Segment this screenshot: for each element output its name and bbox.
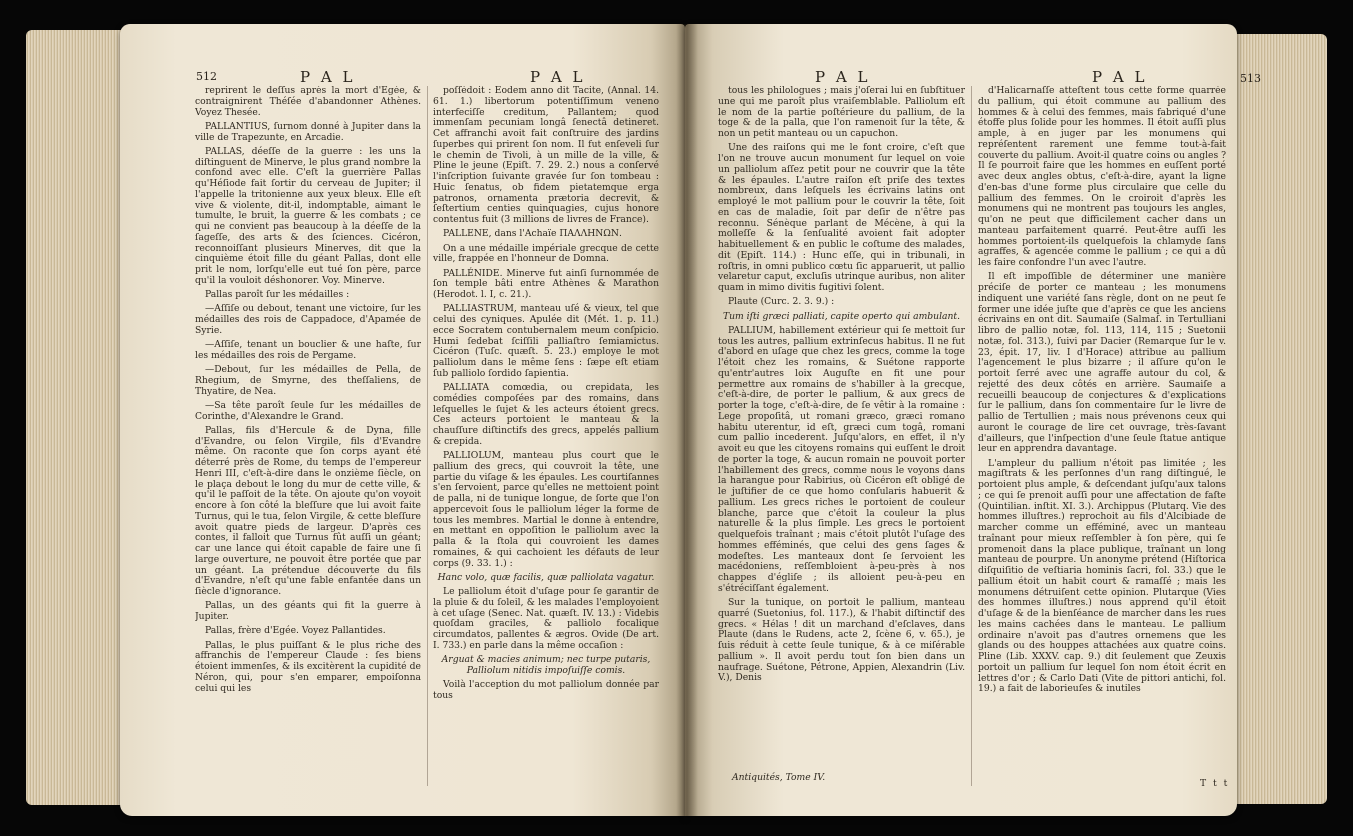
left-running-head-left: P A L [300, 68, 356, 86]
paragraph: Sur la tunique, on portoit le pallium, manteau quarré (Suetonius, fol. 117.), & l'habit diſtinctif des grecs. « Hélas ! dit un marchand d'eſclaves, dans Plaute (dans le Rudens, acte 2, ſcène 6, v. 65.), je ſuis réduit à cette ſeule tunique, & à ce miſérable pallium ». Il avoit perdu tout ſon bien dans un naufrage. Suétone, Pétrone, Appien, Alexandrin (Liv. V.), Denis [718, 597, 965, 684]
left-page-column-1 [195, 86, 421, 786]
paragraph: Pallas, le plus puiſſant & le plus riche des affranchis de l'empereur Claude : ſes biens étoient immenſes, & ils excitèrent la cupidité de Néron, qui, pour s'en emparer, empoiſonna celui qui les [195, 639, 421, 694]
printer-signature: T t t [1200, 778, 1230, 789]
paragraph: Pallas, fils d'Hercule & de Dyna, fille d'Evandre, ou ſelon Virgile, fils d'Evandre même. On raconte que ſon corps ayant été déterré près de Rome, du temps de l'empereur Henri III, c'eſt-à-dire dans le onzième ſiècle, on le plaça debout le long du mur de cette ville, & qu'il le paſſoit de la tête. On ajoute qu'on voyoit encore à ſon côté la bleſſure que lui avoit faite Turnus, qui le tua, ſelon Virgile, & cette bleſſure avoit quatre pieds de largeur. D'après ces contes, il falloit que Turnus fût auſſi un géant; car une lance qui étoit capable de faire une ſi large ouverture, ne pouvoit être portée que par un géant. La prétendue découverte du fils d'Evandre, n'eſt qu'une fable enfantée dans un ſiècle d'ignorance. [195, 424, 421, 597]
paragraph: Tum iſti græci palliati, capite operto qui ambulant. [722, 310, 961, 322]
paragraph: PALLIOLUM, manteau plus court que le pallium des grecs, qui couvroit la tête, une partie du viſage & les épaules. Les courtiſannes s'en ſervoient, parce qu'elles ne mettoient point de palla, ni de tunique longue, de ſorte que l'on appercevoit ſous le palliolum léger la forme de tous les membres. Martial le donne à entendre, en mettant en oppoſition le palliolum avec la palla & la ſtola qui couvroient les dames romaines, & qui cachoient les défauts de leur corps (9. 33. 1.) : [433, 450, 659, 569]
left-running-head-right: P A L [530, 68, 586, 86]
right-page-column-1 [718, 86, 965, 762]
paragraph: Il eſt impoſſible de déterminer une manière préciſe de porter ce manteau ; les monumens indiquent une variété ſans règle, dont on ne peut ſe former une idée juſte que d'après ce que les anciens écrivains en ont dit. Saumaiſe (Salmaſ. in Tertulliani libro de pallio notæ, fol. 113, 114, 115 ; Suetonii notæ, fol. 313.), ſuivi par Dacier (Remarque ſur le v. 23, épit. 17, liv. I d'Horace) attribue au pallium l'agencement le plus bizarre ; il aſſure qu'on le portoit ſerré avec une agraffe autour du col, & rejetté des deux côtés en arrière. Saumaiſe a recueilli beaucoup de conjectures & d'explications ſur le pallium, dans ſon commentaire ſur le livre de pallio de Tertullien ; mais nous prévenons ceux qui auront le courage de lire cet ouvrage, très-ſavant d'ailleurs, que l'inſpection d'une ſeule ſtatue antique leur en apprendra davantage. [978, 271, 1226, 455]
paragraph: d'Halicarnaſſe atteſtent tous cette forme quarrée du pallium, qui étoit commune au pallium des hommes & à celui des femmes, mais fabriqué d'une étoffe plus ſolide pour les hommes. Il étoit auſſi plus ample, à en juger par les monumens qui repréſentent rarement une femme tout-à-fait couverte du pallium. Avoit-il quatre coins ou angles ? Il ſe pourroit faire que les hommes en euſſent porté avec deux angles obtus, c'eſt-à-dire, ayant la ligne d'en-bas d'une forme plus circulaire que celle du pallium des femmes. On le croiroit d'après les monumens qui ne montrent pas toujours les angles, qu'on ne peut que difficilement cacher dans un manteau parfaitement quarré. Peut-être auſſi les hommes portoient-ils quelquefois la chlamyde ſans agraffes, & agencée comme le pallium ; ce qui a dû les faire confondre l'un avec l'autre. [978, 86, 1226, 268]
paragraph: PALLENE, dans l'Achaïe ΠΑΛΛΗΝΩΝ. [443, 228, 622, 240]
paragraph: PALLIASTRUM, manteau uſé & vieux, tel que celui des cyniques. Apulée dit (Mét. 1. p. 11.) ecce Socratem contubernalem meum conſpicio. Humi ſedebat ſciſſili palliaſtro ſemiamictus. Cicéron (Tuſc. quæſt. 5. 23.) employe le mot palliolum dans le même ſens : ſæpe eſt etiam ſub palliolo ſordido ſapientia. [433, 303, 659, 379]
left-page-column-2 [433, 86, 659, 786]
right-running-head-left: P A L [815, 68, 871, 86]
paragraph: tous les philologues ; mais j'oſerai lui en ſubſtituer une qui me paroît plus vraiſemblable. Palliolum eſt le nom de la partie poſtérieure du pallium, de la toge & de la palla, que l'on ramenoit ſur la tête, & non un petit manteau ou un capuchon. [718, 86, 965, 139]
right-page-edges [1227, 34, 1327, 804]
right-page-column-2 [978, 86, 1226, 776]
paragraph: —Aſſiſe ou debout, tenant une victoire, ſur les médailles des rois de Cappadoce, d'Apamée de Syrie. [195, 303, 421, 336]
paragraph: —Debout, ſur les médailles de Pella, de Rhegium, de Smyrne, des theſſaliens, de Thyatire, de Nea. [195, 364, 421, 397]
column-rule [971, 86, 972, 786]
paragraph: PALLIUM, habillement extérieur qui ſe mettoit ſur tous les autres, pallium extrinſecus habitus. Il ne fut d'abord en uſage que chez les grecs, comme la toge l'étoit chez les romains, & Suétone rapporte qu'entr'autres loix Auguſte en fit une pour permettre aux romains de s'habiller à la grecque, c'eſt-à-dire, de porter le pallium, & aux grecs de porter la toge, c'eſt-à-dire, de ſe vêtir à la romaine : Lege propoſitâ, ut romani græco, græci romano habitu uterentur, id eſt, græci cum togâ, romani cum pallio incederent. Juſqu'alors, en effet, il n'y avoit eu que les citoyens romains qui euſſent le droit de porter la toge, & aucun romain ne pouvoit porter l'habillement des grecs, comme nous le voyons dans la harangue pour Rabirius, où Cicéron eſt obligé de le juſtifier de ce que homo conſularis habuerit & pallium. Les grecs riches le portoient de couleur blanche, parce que c'étoit la couleur la plus naturelle & la plus ſimple. Les grecs le portoient quelquefois traînant ; mais c'étoit plutôt l'uſage des hommes efféminés, que celui des gens ſages & modeſtes. Les manteaux dont ſe ſervoient les macédoniens, reſſembloient à-peu-près à nos chappes d'égliſe ; ils alloient peu-à-peu en s'étréciſſant également. [718, 324, 965, 594]
right-page-folio: 513 [1240, 72, 1261, 85]
paragraph: reprirent le deſſus après la mort d'Egée, & contraignirent Théſée d'abandonner Athènes. Voyez Thesée. [195, 86, 421, 118]
paragraph: PALLÉNIDE. Minerve fut ainſi ſurnommée de ſon temple bâti entre Athènes & Marathon (Herodot. l. I, c. 21.). [433, 267, 659, 300]
page-footer-title: Antiquités, Tome IV. [732, 772, 826, 783]
paragraph: poſſédoit : Eodem anno dit Tacite, (Annal. 14. 61. 1.) libertorum potentiſſimum veneno interfeciſſe creditum, Pallantem; quod immenſam pecuniam longâ ſenectâ detineret. Cet affranchi avoit fait conſtruire des jardins ſuperbes qui prirent ſon nom. Il fut enſeveli ſur le chemin de Tivoli, à un mille de la ville, & Pline le jeune (Epiſt. 7. 29. 2.) nous a conſervé l'inſcription ſuivante gravée ſur ſon tombeau : Huic ſenatus, ob fidem pietatemque erga patronos, ornamenta prætoria decrevit, & ſeſtertium centies quinquagies, cujus honore contentus fuit (3 millions de livres de France). [433, 86, 659, 225]
column-rule [427, 86, 428, 786]
paragraph: Pallas, un des géants qui fit la guerre à Jupiter. [195, 600, 421, 622]
paragraph: PALLANTIUS, ſurnom donné à Jupiter dans la ville de Trapezunte, en Arcadie. [195, 120, 421, 143]
book-gutter [676, 24, 698, 816]
paragraph: Plaute (Curc. 2. 3. 9.) : [728, 296, 835, 308]
paragraph: On a une médaille impériale grecque de cette ville, frappée en l'honneur de Domna. [433, 242, 659, 265]
paragraph: PALLIATA comœdia, ou crepidata, les comédies compoſées par des romains, dans leſquelles le ſujet & les acteurs étoient grecs. Ces acteurs portoient le manteau & la chauſſure diſtinctifs des grecs, appelés pallium & crepida. [433, 382, 659, 447]
paragraph: Pallas paroît ſur les médailles : [205, 289, 350, 300]
paragraph: PALLAS, déeſſe de la guerre : les uns la diſtinguent de Minerve, le plus grand nombre la confond avec elle. C'eſt la guerrière Pallas qu'Héſiode fait ſortir du cerveau de Jupiter; il l'appelle la tritonienne aux yeux bleux. Elle eſt vive & violente, dit-il, indomptable, aimant le tumulte, le bruit, la guerre & les combats ; ce qui ne convient pas beaucoup à la déeſſe de la ſageſſe, des arts & des ſciences. Cicéron, reconnoiſſant plusieurs Minerves, dit que la cinquième étoit fille du géant Pallas, dont elle prit le nom, lorſqu'elle eut tué ſon père, parce qu'il la vouloit déshonorer. Voy. Minerve. [195, 145, 421, 286]
paragraph: —Aſſiſe, tenant un bouclier & une haſte, ſur les médailles des rois de Pergame. [195, 339, 421, 361]
right-running-head-right: P A L [1092, 68, 1148, 86]
paragraph: L'ampleur du pallium n'étoit pas limitée ; les magiſtrats & les perſonnes d'un rang diſtingué, le portoient plus ample, & deſcendant juſqu'aux talons ; ce qui ſe prenoit auſſi pour une affectation de faſte (Quintilian. inſtit. XI. 3.). Archippus (Plutarq. Vie des hommes illuſtres.) reprochoit au fils d'Alcibiade de marcher comme un efféminé, avec un manteau traînant pour mieux reſſembler à ſon père, qui ſe promenoit dans la place publique, traînant un long manteau de pourpre. Un anonyme prétend (Hiſtorica diſquiſitio de veſtiaria hominis ſacri, fol. 33.) que le pallium étoit un habit court & ramaſſé ; mais les monumens détruiſent cette opinion. Plutarque (Vies des hommes illuſtres.) nous apprend qu'il étoit d'uſage & de la bienſéance de marcher dans les rues les mains cachées dans le manteau. Le pallium ordinaire n'avoit pas d'autres ornemens que les glands ou des houppes attachées aux quatre coins. Pline (Lib. XXXV. cap. 9.) dit ſeulement que Zeuxis portoit un pallium ſur lequel ſon nom étoit écrit en lettres d'or ; & Carlo Dati (Vite de pittori antichi, fol. 19.) a fait de laborieuſes & inutiles [978, 457, 1226, 695]
paragraph: Le palliolum étoit d'uſage pour ſe garantir de la pluie & du ſoleil, & les malades l'employoient à cet uſage (Senec. Nat. quæſt. IV. 13.) : Videbis quoſdam graciles, & palliolo focalique circumdatos, pallentes & ægros. Ovide (De art. I. 733.) en parle dans la même occaſion : [433, 586, 659, 651]
paragraph: Voilà l'acception du mot palliolum donnée par tous [433, 679, 659, 701]
paragraph: —Sa tête paroît ſeule ſur les médailles de Corinthe, d'Alexandre le Grand. [195, 399, 421, 422]
paragraph: Hanc volo, quæ facilis, quæ palliolata vagatur. [437, 571, 655, 583]
paragraph: Arguat & macies animum; nec turpe putaris, Palliolum nitidis impoſuiſſe comis. [441, 654, 651, 676]
paragraph: Une des raiſons qui me le font croire, c'eſt que l'on ne trouve aucun monument ſur lequel on voie un palliolum aſſez petit pour ne couvrir que la tête & les épaules. L'autre raiſon eſt priſe des textes nombreux, dans leſquels les écrivains latins ont employé le mot pallium pour le couvrir la tête, ſoit en cas de maladie, ſoit par deſir de n'être pas reconnu. Sénèque parlant de Mécène, à qui la molleſſe & la ſenſualité avoient fait adopter habituellement & en public le coſtume des malades, dit (Epiſt. 114.) : Hunc eſſe, qui in tribunali, in roſtris, in omni publico cœtu ſic apparuerit, ut pallio velaretur caput, excluſis utrinque auribus, non aliter quam in mimo divitis fugitivi ſolent. [718, 142, 965, 293]
left-page-edges [26, 30, 126, 805]
left-page-folio: 512 [196, 70, 217, 83]
paragraph: Pallas, frère d'Egée. Voyez Pallantides. [205, 625, 386, 637]
